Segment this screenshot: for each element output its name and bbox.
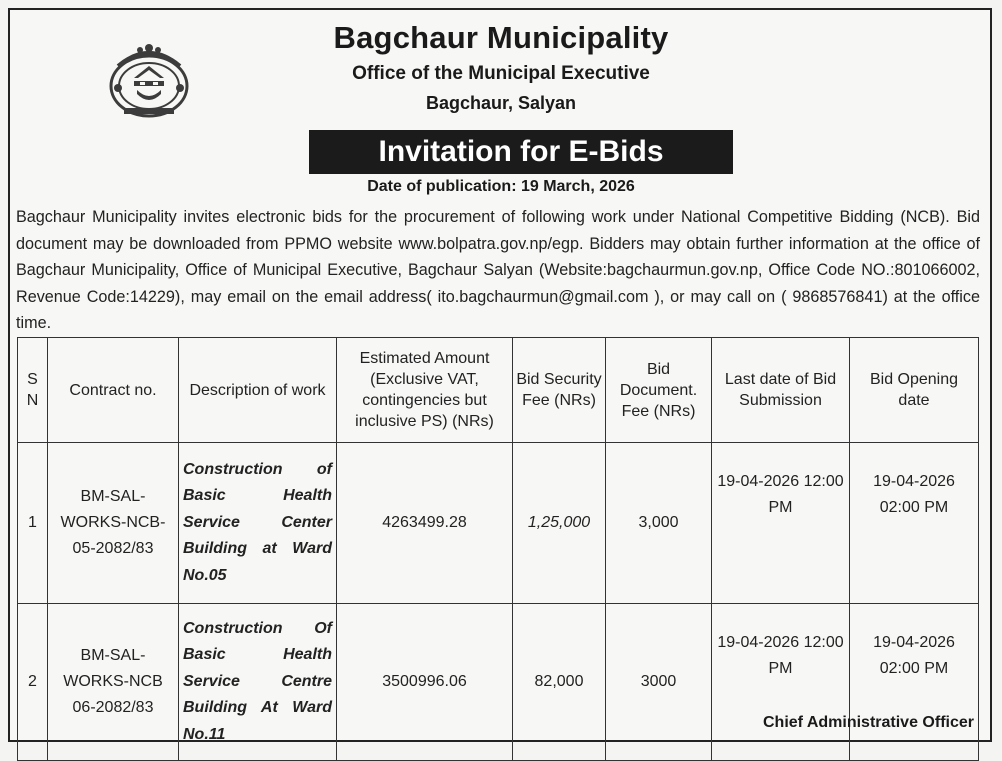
signoff: Chief Administrative Officer xyxy=(762,714,974,731)
intro-paragraph: Bagchaur Municipality invites electronic bids for the procurement of following work under National Competitive Bidding (NCB). Bid document may be downloaded from PPMO website www.bolpatra.gov.np/egp. Bidders may obtain further information at the office of Bagchaur Municipality, Office of Municipal Executive, Bagchaur Salyan (Website:bagchaurmun.gov.np, Office Code NO.:801066002, Revenue Code:14229), may email on the email address( ito.bagchaurmun@gmail.com ), or may call on ( 9868576841) at the office time. xyxy=(16,208,980,332)
cell-last-date: 19-04-2026 12:00 PM xyxy=(712,604,850,761)
invitation-banner: Invitation for E-Bids xyxy=(309,130,733,174)
cell-description: Construction of Basic Health Service Center Building at Ward No.05 xyxy=(179,443,337,604)
header-security: Bid Security Fee (NRs) xyxy=(513,338,606,443)
header-last-date: Last date of Bid Submission xyxy=(712,338,850,443)
header-contract: Contract no. xyxy=(48,338,179,443)
cell-description: Construction Of Basic Health Service Centre Building At Ward No.11 xyxy=(179,604,337,761)
cell-contract: BM-SAL-WORKS-NCB-05-2082/83 xyxy=(48,443,179,604)
header-document: Bid Document. Fee (NRs) xyxy=(606,338,712,443)
bids-table xyxy=(17,337,979,761)
cell-document: 3000 xyxy=(606,604,712,761)
publication-date: Date of publication: 19 March, 2026 xyxy=(367,178,635,195)
header-amount: Estimated Amount (Exclusive VAT, contingencies but inclusive PS) (NRs) xyxy=(337,338,513,443)
cell-sn: 1 xyxy=(18,443,48,604)
cell-amount: 4263499.28 xyxy=(337,443,513,604)
cell-sn: 2 xyxy=(18,604,48,761)
cell-security: 1,25,000 xyxy=(513,443,606,604)
cell-last-date: 19-04-2026 12:00 PM xyxy=(712,443,850,604)
table-header-row xyxy=(18,338,979,443)
notice-header xyxy=(0,18,1002,116)
cell-opening: 19-04-2026 02:00 PM xyxy=(850,604,979,761)
cell-amount: 3500996.06 xyxy=(337,604,513,761)
cell-contract: BM-SAL-WORKS-NCB 06-2082/83 xyxy=(48,604,179,761)
table-row xyxy=(18,604,979,761)
municipality-title: Bagchaur Municipality xyxy=(333,20,669,55)
office-name: Office of the Municipal Executive xyxy=(352,63,650,84)
cell-document: 3,000 xyxy=(606,443,712,604)
cell-opening: 19-04-2026 02:00 PM xyxy=(850,443,979,604)
header-opening: Bid Opening date xyxy=(850,338,979,443)
header-description: Description of work xyxy=(179,338,337,443)
office-location: Bagchaur, Salyan xyxy=(425,93,577,113)
header-sn: S N xyxy=(18,338,48,443)
cell-security: 82,000 xyxy=(513,604,606,761)
table-row xyxy=(18,443,979,604)
